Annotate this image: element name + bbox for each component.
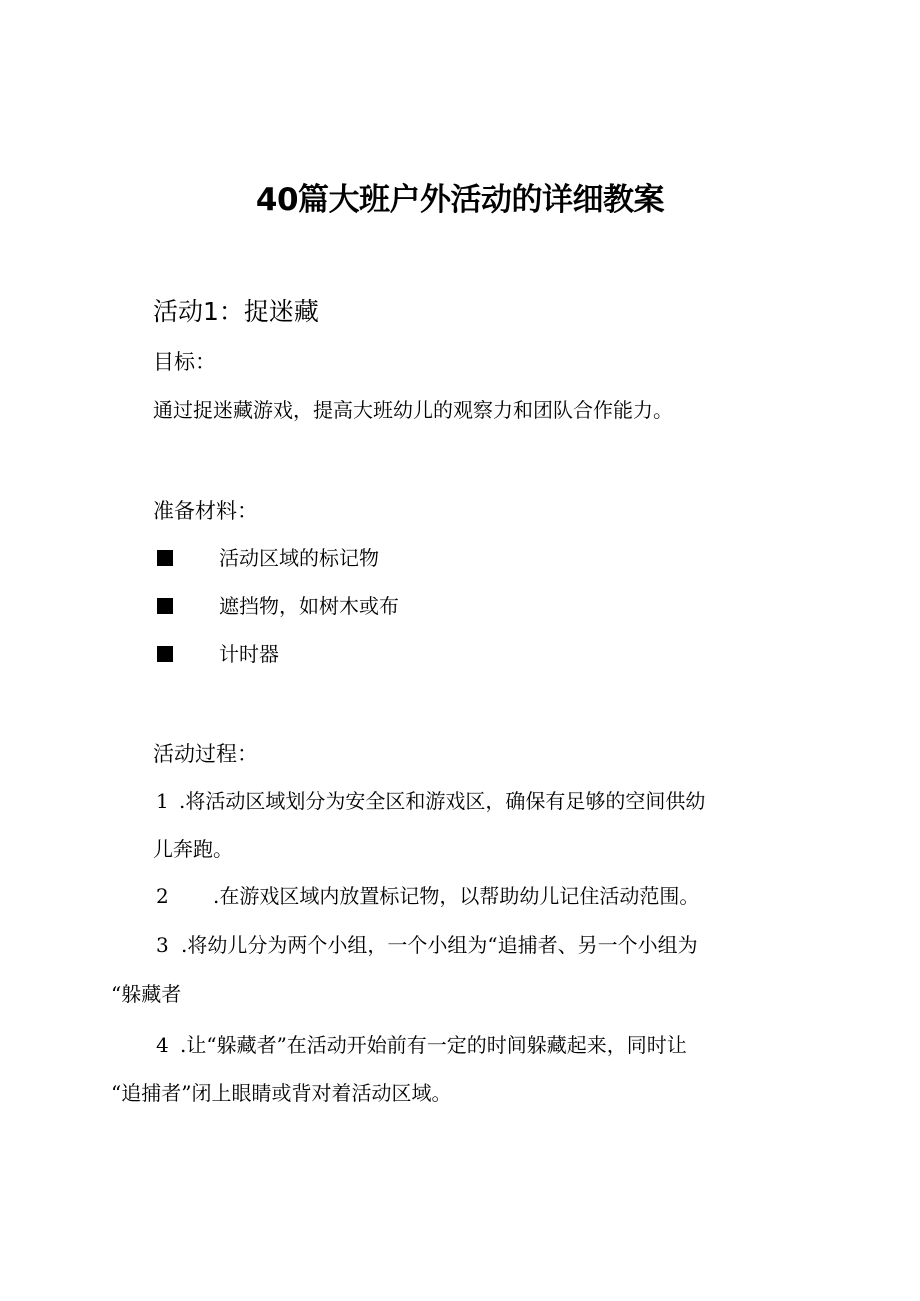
square-bullet-icon [157, 598, 173, 614]
step-text-line1: .在游戏区域内放置标记物，以帮助幼儿记住活动范围。 [213, 884, 700, 908]
material-item-text: 计时器 [219, 642, 279, 666]
document-title: 40篇大班户外活动的详细教案 [255, 182, 665, 218]
materials-label: 准备材料： [153, 499, 258, 523]
process-label: 活动过程： [153, 742, 258, 766]
square-bullet-icon [157, 646, 173, 662]
step-text-line2: “追捕者”闭上眼睛或背对着活动区域。 [111, 1081, 452, 1105]
square-bullet-icon [157, 550, 173, 566]
activity-heading: 活动1：捉迷藏 [153, 297, 319, 326]
step-number: 2 [156, 884, 169, 908]
step-number: 4 [156, 1033, 169, 1057]
step-text-line1: .将幼儿分为两个小组，一个小组为“追捕者、另一个小组为 [181, 933, 698, 957]
step-number: 1 [156, 789, 169, 813]
step-text-line1: .将活动区域划分为安全区和游戏区，确保有足够的空间供幼 [179, 789, 706, 813]
step-text-line2: “躲藏者 [111, 982, 182, 1006]
goal-text: 通过捉迷藏游戏，提高大班幼儿的观察力和团队合作能力。 [153, 398, 673, 422]
step-text-line1: .让“躲藏者”在活动开始前有一定的时间躲藏起来，同时让 [180, 1033, 687, 1057]
material-item-text: 活动区域的标记物 [219, 546, 379, 570]
step-text-line2: 儿奔跑。 [153, 837, 233, 861]
step-number: 3 [156, 933, 169, 957]
goal-label: 目标： [153, 350, 216, 374]
material-item-text: 遮挡物，如树木或布 [219, 594, 399, 618]
